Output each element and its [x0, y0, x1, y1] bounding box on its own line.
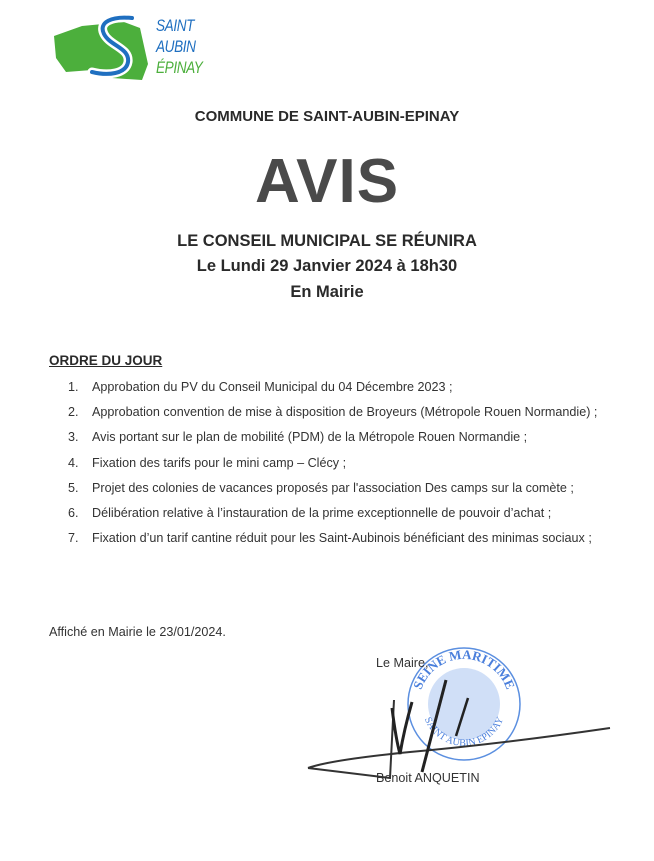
announcement-line-1: LE CONSEIL MUNICIPAL SE RÉUNIRA — [177, 232, 477, 250]
mayor-label: Le Maire, — [376, 656, 429, 670]
svg-text:SAINT AUBIN EPINAY: SAINT AUBIN EPINAY — [421, 715, 507, 749]
item-number: 6. — [68, 506, 79, 520]
item-text: Délibération relative à l’instauration de la prime exceptionnelle de pouvoir d’achat ; — [92, 506, 552, 520]
item-text: Fixation des tarifs pour le mini camp – Clécy ; — [92, 456, 347, 470]
item-text: Approbation du PV du Conseil Municipal du 04 Décembre 2023 ; — [92, 380, 453, 394]
municipality-logo — [52, 14, 222, 86]
agenda-heading: ORDRE DU JOUR — [49, 353, 163, 368]
svg-text:SEINE MARITIME: SEINE MARITIME — [409, 646, 519, 692]
item-text: Fixation d’un tarif cantine réduit pour les Saint-Aubinois bénéficiant des minimas sociaux ; — [92, 531, 592, 545]
item-number: 2. — [68, 405, 79, 419]
item-number: 5. — [68, 481, 79, 495]
item-text: Avis portant sur le plan de mobilité (PDM) de la Métropole Rouen Normandie ; — [92, 430, 528, 444]
agenda-item — [68, 430, 527, 444]
agenda-item — [68, 405, 597, 419]
agenda-item — [68, 456, 346, 470]
notice-title: AVIS — [254, 147, 400, 216]
item-text: Approbation convention de mise à disposition de Broyeurs (Métropole Rouen Normandie) ; — [92, 405, 598, 419]
logo-text-epinay: ÉPINAY — [156, 58, 203, 77]
agenda-item — [68, 380, 453, 394]
commune-heading: COMMUNE DE SAINT-AUBIN-EPINAY — [194, 108, 460, 125]
agenda-item — [68, 481, 574, 495]
posted-date: Affiché en Mairie le 23/01/2024. — [49, 625, 226, 639]
mayor-signature — [300, 660, 630, 780]
item-number: 7. — [68, 531, 79, 545]
mayor-name: Benoit ANQUETIN — [376, 771, 480, 785]
logo-text-saint: SAINT — [156, 16, 195, 35]
item-number: 3. — [68, 430, 79, 444]
logo-text-aubin: AUBIN — [156, 37, 196, 56]
item-number: 1. — [68, 380, 79, 394]
item-text: Projet des colonies de vacances proposés par l'association Des camps sur la comète ; — [92, 481, 574, 495]
announcement-date: Le Lundi 29 Janvier 2024 à 18h30 — [196, 257, 458, 275]
logo-emblem — [52, 14, 162, 86]
item-number: 4. — [68, 456, 79, 470]
agenda-item — [68, 506, 551, 520]
agenda-item — [68, 531, 592, 545]
announcement-location: En Mairie — [290, 283, 364, 301]
